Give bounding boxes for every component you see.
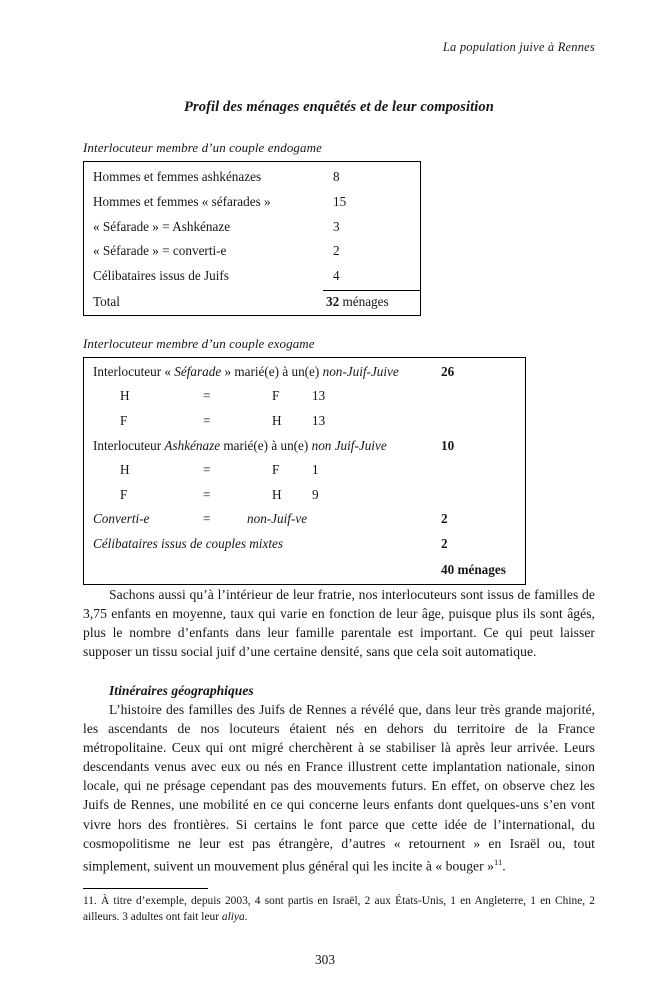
cell-equals: = bbox=[203, 412, 211, 428]
table-row-celibataires bbox=[84, 532, 525, 557]
row-value: 26 bbox=[441, 363, 455, 379]
total-unit: ménages bbox=[339, 293, 389, 309]
footnote-emphasis: aliya bbox=[221, 910, 245, 923]
label-emphasis: Séfarade bbox=[174, 363, 222, 379]
label-emphasis: Ashkénaze bbox=[164, 437, 221, 453]
row-value: 3 bbox=[333, 218, 340, 234]
cell-right: H bbox=[272, 412, 282, 428]
paragraph-text: L’histoire des familles des Juifs de Rennes a révélé que, dans leur très grande majorité, les ascendants de nos locuteurs étaient nés en dehors du territoire de la France métropolitaine. Ceux qui ont migré cherchèrent à se stabiliser là après leur arrivée. Leurs descendants venus avec eux ou nés en France illustrent cette implantation nationale, sinon locale, qui ne présage cependant pas des mouvements futurs. En effet, on observe chez les Juifs de Rennes, une mobilité en ce qui concerne leurs enfants dont quelques-uns s’en vont vivre hors des frontières. Si certains le font parce que cette idée de l’international, du cosmopolitisme ne leur est pas étrangère, d’autres « retournent » en Israël ou, tout simplement, suivent un mouvement plus général qui les incite à « bouger » bbox=[83, 702, 595, 874]
cell-left: F bbox=[120, 412, 128, 428]
label-emphasis-2: non Juif-Juive bbox=[311, 437, 387, 453]
table-header-row-sefarade bbox=[84, 360, 525, 385]
total-number: 32 bbox=[326, 293, 340, 309]
table-row bbox=[84, 458, 525, 483]
section-title: Profil des ménages enquêtés et de leur composition bbox=[184, 99, 494, 115]
running-head: La population juive à Rennes bbox=[442, 40, 595, 54]
grand-total-value: 40 ménages bbox=[441, 561, 506, 577]
cell-equals: = bbox=[203, 462, 211, 478]
table-grand-total-row bbox=[84, 557, 525, 582]
footnote-text-end: . bbox=[244, 910, 248, 923]
cell-count: 13 bbox=[312, 388, 326, 404]
total-label: Total bbox=[93, 293, 120, 309]
cell-equals: = bbox=[203, 388, 211, 404]
page-number: 303 bbox=[314, 952, 336, 967]
label-prefix: Interlocuteur « bbox=[93, 363, 175, 379]
cell-equals: = bbox=[203, 486, 211, 502]
cell-left: F bbox=[120, 486, 128, 502]
label-prefix: Interlocuteur bbox=[93, 437, 165, 453]
paragraph-fratrie: Sachons aussi qu’à l’intérieur de leur fratrie, nos interlocuteurs sont issus de familles de 3,75 enfants en moyenne, taux qui varie en fonction de leur âge, puisque plus ils sont âgés, plus le nombre d’enfants dans leur famille parentale est important. Ce qui peut laisser supposer un tissu social juif d’une certaine densité, sans que cela soit automatique. bbox=[83, 586, 595, 659]
label-middle: marié(e) à un(e) bbox=[220, 437, 312, 453]
table-row bbox=[84, 239, 420, 264]
row-label: Hommes et femmes ashkénazes bbox=[93, 169, 262, 184]
label-middle: » marié(e) à un(e) bbox=[221, 363, 323, 379]
paragraph-itineraires bbox=[83, 700, 595, 875]
row-label: « Séfarade » = converti-e bbox=[93, 243, 227, 259]
cell-right: F bbox=[272, 388, 280, 404]
table-row bbox=[84, 483, 525, 508]
table-row bbox=[84, 384, 525, 409]
cell-right: H bbox=[272, 486, 282, 502]
table-total-row bbox=[84, 290, 420, 315]
row-value: 15 bbox=[333, 193, 347, 209]
row-label bbox=[93, 434, 387, 459]
row-value: 8 bbox=[333, 169, 340, 184]
cell-right: non-Juif-ve bbox=[247, 511, 308, 527]
row-label: « Séfarade » = Ashkénaze bbox=[93, 218, 231, 234]
content-column bbox=[83, 0, 595, 875]
row-label: Converti-e bbox=[93, 511, 150, 527]
row-value: 4 bbox=[333, 268, 340, 284]
footnote-reference[interactable]: 11 bbox=[494, 856, 503, 867]
row-value: 2 bbox=[441, 511, 448, 527]
table-row bbox=[84, 409, 525, 434]
row-label bbox=[93, 360, 399, 385]
row-value: 2 bbox=[333, 243, 340, 259]
footnote-11 bbox=[83, 894, 595, 925]
table-exogame-caption: Interlocuteur membre d’un couple exogame bbox=[83, 335, 315, 351]
footnote-text: 11. À titre d’exemple, depuis 2003, 4 sont partis en Israël, 2 aux États-Unis, 1 en Angleterre, 1 en Chine, 2 ailleurs. 3 adultes ont fait leur bbox=[83, 895, 595, 923]
cell-left: H bbox=[120, 462, 130, 478]
row-label: Hommes et femmes « séfarades » bbox=[93, 193, 271, 209]
footnote-area bbox=[83, 888, 595, 925]
table-row bbox=[84, 190, 420, 215]
row-label: Célibataires issus de couples mixtes bbox=[93, 535, 283, 551]
table-row bbox=[84, 165, 420, 190]
paragraph-text-end: . bbox=[502, 858, 506, 874]
table-row bbox=[84, 264, 420, 289]
cell-equals: = bbox=[203, 511, 211, 527]
cell-left: H bbox=[120, 388, 130, 404]
table-endogame bbox=[83, 161, 421, 316]
table-row-converti bbox=[84, 507, 525, 532]
cell-count: 13 bbox=[312, 412, 326, 428]
table-row bbox=[84, 215, 420, 240]
cell-count: 9 bbox=[312, 486, 319, 502]
cell-count: 1 bbox=[312, 462, 319, 478]
row-value: 10 bbox=[441, 437, 455, 453]
subheading-itineraires: Itinéraires géographiques bbox=[109, 682, 254, 698]
total-value bbox=[326, 290, 389, 315]
row-value: 2 bbox=[441, 535, 448, 551]
table-header-row-ashkenaze bbox=[84, 434, 525, 459]
table-exogame bbox=[83, 357, 526, 585]
table-endogame-caption: Interlocuteur membre d’un couple endogame bbox=[83, 140, 322, 155]
footnote-separator-rule bbox=[83, 888, 208, 889]
row-label: Célibataires issus de Juifs bbox=[93, 268, 229, 284]
label-emphasis-2: non-Juif-Juive bbox=[322, 363, 399, 379]
cell-right: F bbox=[272, 462, 280, 478]
